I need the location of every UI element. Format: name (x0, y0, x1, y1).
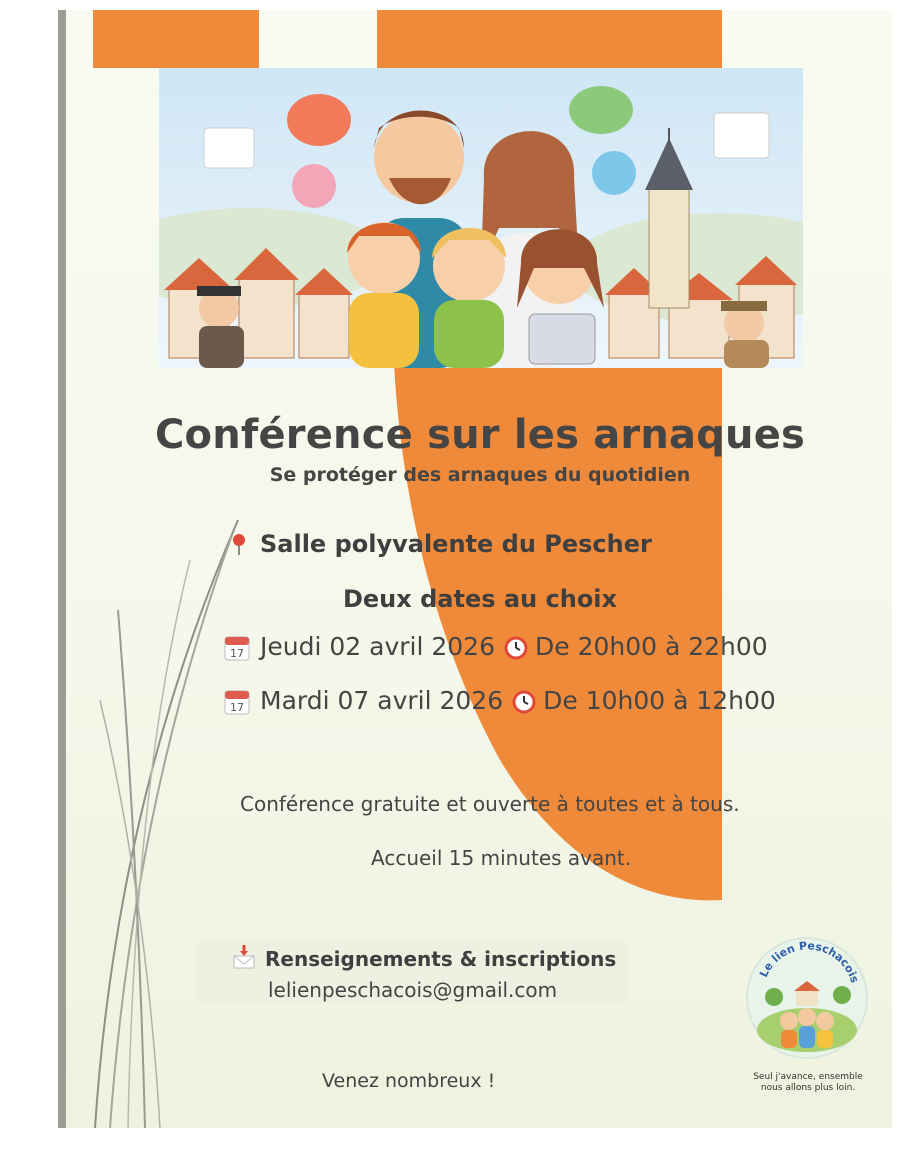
session-row (224, 632, 768, 661)
info-welcome: Accueil 15 minutes avant. (371, 846, 632, 870)
orange-tab-right (377, 10, 722, 68)
session-time: De 20h00 à 22h00 (534, 632, 768, 661)
dates-heading: Deux dates au choix (342, 585, 618, 613)
calendar-day: 17 (230, 646, 244, 660)
closing-text: Venez nombreux ! (322, 1070, 496, 1092)
logo-name: Le lien Peschacois (756, 939, 862, 985)
logo-motto-line1: Seul j'avance, ensemble (753, 1072, 863, 1082)
family-illustration-banner (159, 68, 803, 368)
map-pin-icon (230, 532, 248, 556)
session-row (224, 686, 776, 715)
left-border-rule (58, 10, 66, 1128)
event-subtitle: Se protéger des arnaques du quotidien (269, 464, 691, 486)
association-logo (744, 935, 870, 1061)
session-date: Jeudi 02 avril 2026 (260, 632, 495, 661)
location-text: Salle polyvalente du Pescher (260, 530, 652, 558)
session-time: De 10h00 à 12h00 (543, 686, 776, 715)
location-row (230, 530, 652, 558)
contact-title: Renseignements & inscriptions (265, 947, 617, 971)
session-date: Mardi 07 avril 2026 (260, 686, 504, 715)
logo-motto (745, 1072, 871, 1094)
contact-email[interactable]: lelienpeschacois@gmail.com (268, 978, 558, 1002)
event-title: Conférence sur les arnaques (154, 412, 806, 458)
calendar-icon (224, 633, 250, 661)
envelope-icon (232, 943, 256, 969)
logo-motto-line2: nous allons plus loin. (760, 1083, 856, 1093)
alarm-clock-icon (503, 634, 529, 660)
info-free-open: Conférence gratuite et ouverte à toutes et à tous. (240, 792, 740, 816)
calendar-day: 17 (230, 700, 244, 714)
calendar-icon (224, 687, 250, 715)
alarm-clock-icon (511, 688, 537, 714)
orange-tab-left (93, 10, 259, 68)
